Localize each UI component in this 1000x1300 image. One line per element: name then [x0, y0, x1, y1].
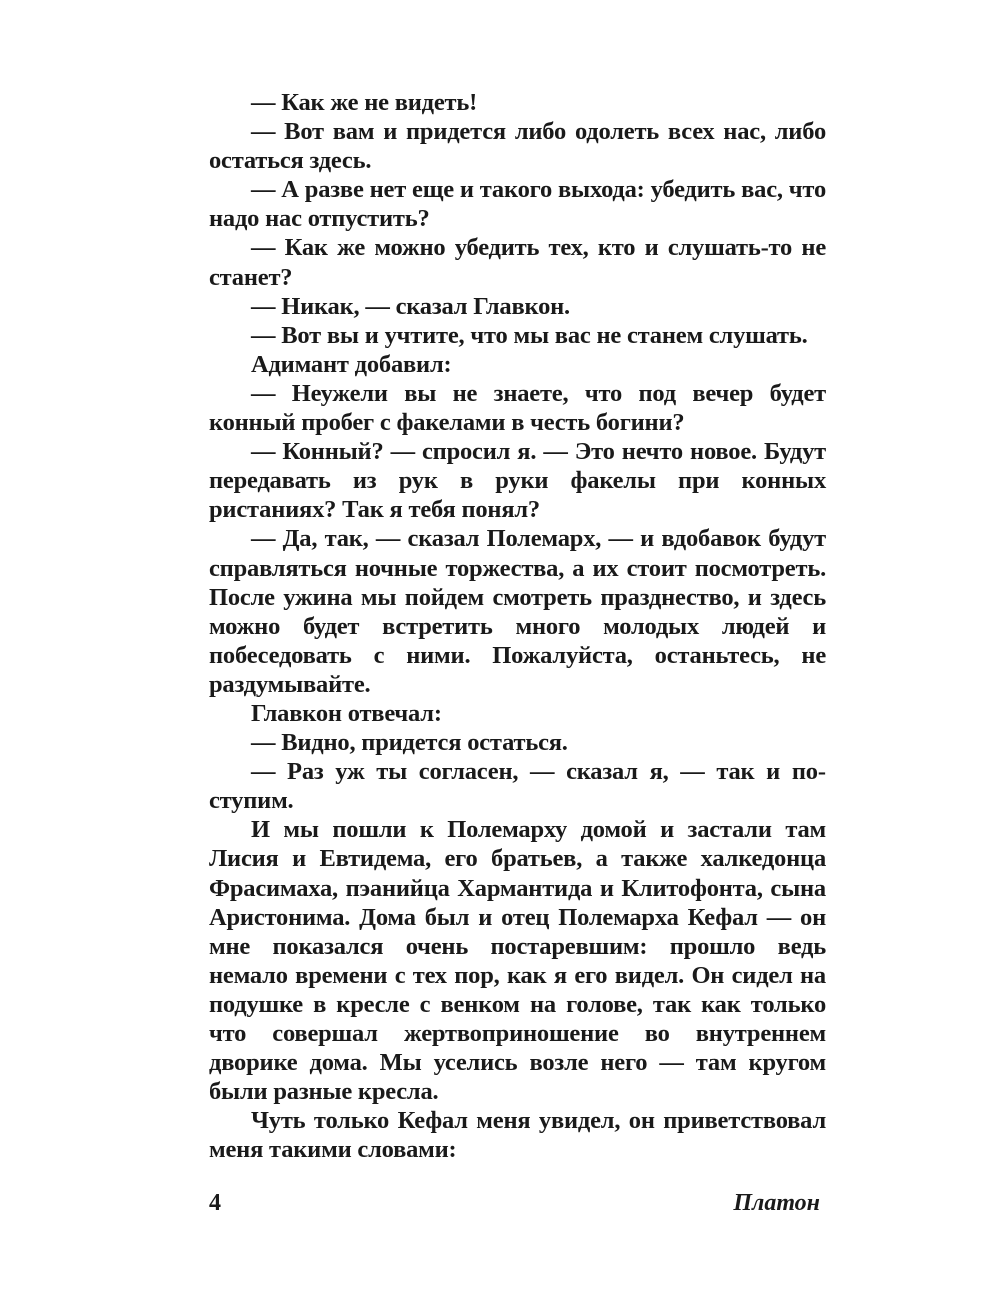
paragraph: Адимант добавил: — [251, 350, 452, 378]
paragraph: — Вот вы и учтите, что мы вас не станем слушать. — [251, 321, 808, 349]
paragraph: И мы пошли к Полемарху домой и застали там Лисия и Евтидема, его братьев, а также халкедонца Фрасимаха, пэанийца Хармантида и Клитофонта, сына Аристонима. Дома был и отец Полемарха Кефал — он мне показался очень постаревшим: прошло ведь немало времени с тех пор, как я его видел. Он сидел на подушке в кресле с венком на голове, так как только что совершал жертвоприношение во внутреннем дворике дома. Мы уселись возле него — там кругом были разные кресла. — [209, 816, 826, 1106]
paragraph: — Конный? — спросил я. — Это нечто новое. Будут передавать из рук в руки факелы при конных ристаниях? Так я тебя понял? — [209, 438, 826, 524]
paragraph: Главкон отвечал: — [251, 699, 442, 727]
paragraph: Чуть только Кефал меня увидел, он приветствовал меня такими словами: — [209, 1107, 826, 1164]
paragraph: — Видно, придется остаться. — [251, 729, 568, 757]
body-text — [209, 88, 826, 1164]
paragraph: — Как же можно убедить тех, кто и слушать-то не станет? — [209, 234, 826, 291]
paragraph: — Да, так, — сказал Полемарх, — и вдобавок будут справляться ночные торжества, а их стоит посмотреть. После ужина мы пойдем смотреть празднество, и здесь можно будет встретить много молодых людей и побеседовать с ними. Пожалуйста, останьтесь, не раздумывайте. — [209, 525, 826, 698]
paragraph: — Вот вам и придется либо одолеть всех нас, либо остаться здесь. — [209, 118, 826, 175]
paragraph: — Как же не видеть! — [251, 89, 478, 116]
running-title: Платон — [733, 1190, 820, 1216]
paragraph: — Раз уж ты согласен, — сказал я, — так и поступим. — [209, 758, 826, 815]
paragraph: — Никак, — сказал Главкон. — [251, 292, 570, 320]
paragraph: — Неужели вы не знаете, что под вечер будет конный пробег с факелами в честь богини? — [209, 379, 826, 437]
page-footer — [209, 1190, 826, 1220]
page-number: 4 — [209, 1190, 221, 1216]
paragraph: — А разве нет еще и такого выхода: убедить вас, что надо нас отпустить? — [209, 176, 826, 233]
